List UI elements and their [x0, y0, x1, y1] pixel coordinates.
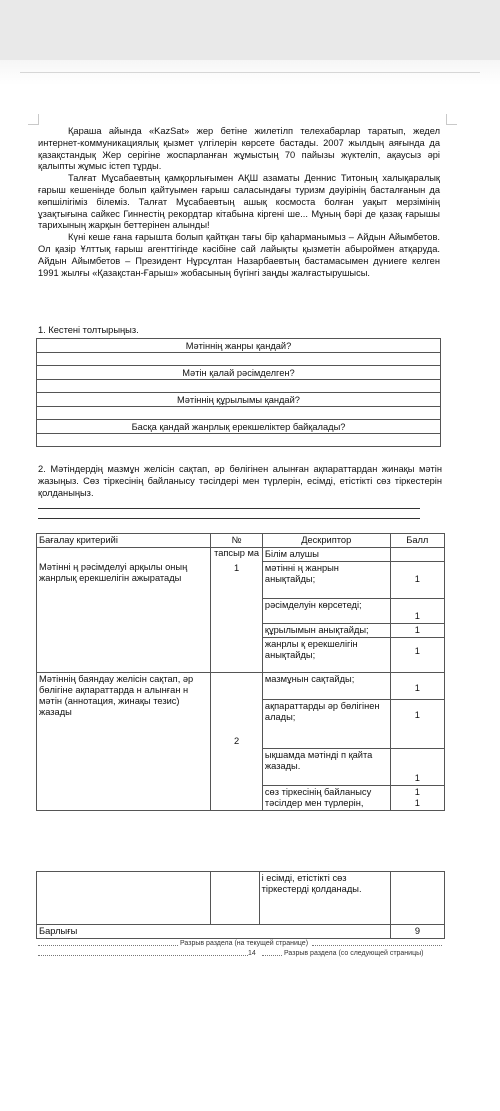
ball-8a: 1 [414, 787, 420, 797]
dotted-line [38, 955, 248, 956]
ball-7: 1 [390, 749, 444, 786]
criterion-1-text: Мәтінні ң рәсімделуі арқылы оның жанрлық ерекшелігін ажыратады [39, 562, 188, 583]
total-value: 9 [390, 925, 444, 939]
intro-paragraph-3: Күні кеше ғана ғарышта болып қайтқан тағы бір қаһарманымыз – Айдын Айымбетов. Ол қазір Ұлттық ғарыш агенттігінде кәсібіне сай лайықты қызметін абыроймен атқаруда. Айдын Айымбетов – Президент Нұрсұлтан Назарбаевтың бастамасымен дүниеге келген 1991 жылғы «Қазақстан-Ғарыш» жобасының бүгінгі заңды жалғастырушысы. [38, 232, 440, 278]
header-descriptor: Дескриптор [262, 534, 390, 548]
ball-9-empty [390, 872, 444, 925]
task1-question: Басқа қандай жанрлық ерекшеліктер байқалады? [37, 420, 441, 434]
task1-title: 1. Кестені толтырыңыз. [38, 325, 139, 335]
top-gray-band [0, 0, 500, 60]
section-break-footer [0, 939, 500, 969]
header-num-sub: тапсыр ма [214, 548, 260, 558]
header-ball: Балл [390, 534, 444, 548]
ball-4: 1 [390, 638, 444, 673]
descriptor-6: ақпараттарды әр бөлігінен алады; [262, 700, 390, 749]
descriptor-3: құрылымын анықтайды; [262, 624, 390, 638]
intro-text [38, 126, 440, 279]
page-gap [0, 840, 500, 870]
criterion-1-number: 1 [234, 563, 240, 573]
descriptor-2: рәсімделуін көрсетеді; [262, 599, 390, 624]
total-label: Барлығы [37, 925, 391, 939]
descriptor-5: мазмұнын сақтайды; [262, 673, 390, 700]
descriptor-subheader: Білім алушы [262, 548, 390, 562]
dotted-line [38, 945, 178, 946]
criterion-2-number: 2 [211, 673, 263, 811]
criterion-2: Мәтіннің баяндау желісін сақтап, әр бөлігіне ақпараттарда н алынған н мәтін (аннотация, жинақы тезис) жазады [37, 673, 211, 811]
task2-text: 2. Мәтіндердің мазмұн желісін сақтап, әр бөлігінен алынған ақпараттардан жинақы мәтін жазыңыз. Сөз тіркесінің байланысу тәсілдері мен түрлерін, есімді, етістікті сөз тіркестерін қолданыңыз. [38, 464, 442, 498]
descriptor-4: жанрлы қ ерекшелігін анықтайды; [262, 638, 390, 673]
ball-5: 1 [390, 673, 444, 700]
descriptor-8: сөз тіркесінің байланысу тәсілдер мен түрлерін, [262, 786, 390, 811]
task-cont [211, 872, 259, 925]
descriptor-9: і есімді, етістікті сөз тіркестерді қолданады. [259, 872, 390, 925]
descriptor-7: ықшамда мәтінді п қайта жазады. [262, 749, 390, 786]
task1-question: Мәтін қалай рәсімделген? [37, 366, 441, 380]
ball-6: 1 [390, 700, 444, 749]
ball-8 [390, 786, 444, 811]
answer-line[interactable] [38, 518, 420, 519]
header-num-symbol: № [231, 535, 242, 545]
task1-question: Мәтіннің құрылымы қандай? [37, 393, 441, 407]
header-divider [20, 72, 480, 73]
margin-corner-left [28, 114, 39, 125]
intro-paragraph-1: Қараша айында «KazSat» жер бетіне жилетілп телехабарлар таратып, жедел интернет-коммуникациялық қызмет үлгілерін көрсете бастады. 2007 жылдың аяғында да қазақстандық Жер серігіне жоспарланған жұмыстың 70 пайызы жүктеліп, ақаусыз әрі қалыпты жұмыс істеп тұрды. [38, 126, 440, 172]
margin-corner-right [446, 114, 457, 125]
evaluation-table-continued [36, 871, 445, 939]
task1-answer-cell[interactable] [37, 353, 441, 366]
task1-answer-cell[interactable] [37, 407, 441, 420]
task1-answer-cell[interactable] [37, 434, 441, 447]
ball-3: 1 [390, 624, 444, 638]
ball-empty [390, 548, 444, 562]
header-task-number [211, 534, 263, 548]
answer-line[interactable] [38, 508, 420, 509]
criterion-2-cont [37, 872, 211, 925]
evaluation-table [36, 533, 445, 811]
page-number: 14 [248, 950, 256, 957]
criterion-1 [37, 548, 211, 673]
task1-question: Мәтіннің жанры қандай? [37, 339, 441, 353]
criterion-1-task [211, 548, 263, 673]
header-criteria: Бағалау критерийі [37, 534, 211, 548]
intro-paragraph-2: Талғат Мұсабаевтың қамқорлығымен АҚШ азаматы Деннис Титоның халықаралық ғарыш кешенінде болып қайтуымен ғарыш саласындағы туризм дәуірінің басталғанын да көпшілігіміз білеміз. Талғат Мұсабаевтың ашық космоста болған уақыт мерзімінің ұзақтығына сайкес Гиннестің рекордтар кітабына кіргені ше... Мұның бәрі де қазақ ғарышы тарихының жарқын беттерінен алынды! [38, 173, 440, 231]
task1-answer-cell[interactable] [37, 380, 441, 393]
section-break-current: Разрыв раздела (на текущей странице) [180, 940, 309, 947]
ball-1: 1 [390, 562, 444, 599]
dotted-line [262, 955, 282, 956]
ball-8b: 1 [414, 798, 420, 808]
dotted-line [312, 945, 442, 946]
ball-2: 1 [390, 599, 444, 624]
descriptor-1: мәтінні ң жанрын анықтайды; [262, 562, 390, 599]
task1-table [36, 338, 441, 447]
section-break-next: Разрыв раздела (со следующей страницы) [284, 950, 424, 957]
